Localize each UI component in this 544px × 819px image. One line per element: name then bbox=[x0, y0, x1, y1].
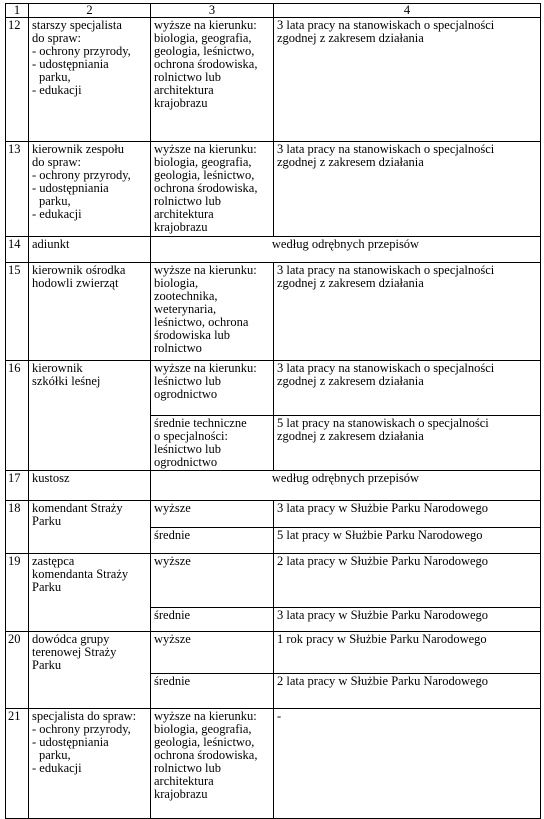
text-line: 3 lata pracy na stanowiskach o specjalności bbox=[277, 142, 495, 156]
document-page bbox=[5, 3, 541, 819]
text-line: zgodnej z zakresem działania bbox=[277, 374, 424, 388]
text-line: - udostępniania bbox=[32, 181, 109, 195]
text-line: parku, bbox=[39, 194, 71, 208]
text-line: wyższe bbox=[154, 632, 191, 646]
text-line: leśnictwo, ochrona bbox=[154, 315, 249, 329]
experience-cell bbox=[274, 528, 541, 554]
experience-cell bbox=[274, 674, 541, 709]
text-line: do spraw: bbox=[32, 155, 81, 169]
text-line: do spraw: bbox=[32, 31, 81, 45]
row-number: 19 bbox=[6, 554, 29, 632]
text-line: 5 lat pracy na stanowiskach o specjalności bbox=[277, 416, 489, 430]
position-cell bbox=[29, 501, 151, 554]
text-line: zgodnej z zakresem działania bbox=[277, 276, 424, 290]
text-line: 3 lata pracy w Służbie Parku Narodowego bbox=[277, 501, 489, 515]
text-line: starszy specjalista bbox=[32, 18, 122, 32]
text-line: średnie techniczne bbox=[154, 416, 247, 430]
text-line: ogrodnictwo bbox=[154, 455, 218, 469]
row-number: 13 bbox=[6, 142, 29, 237]
text-line: ochrona środowiska, bbox=[154, 748, 258, 762]
row-number: 16 bbox=[6, 361, 29, 471]
position-cell bbox=[29, 237, 151, 263]
text-line: - ochrony przyrody, bbox=[32, 168, 131, 182]
text-line: zgodnej z zakresem działania bbox=[277, 429, 424, 443]
text-line: - udostępniania bbox=[32, 57, 109, 71]
text-line: ogrodnictwo bbox=[154, 387, 218, 401]
experience-cell bbox=[274, 18, 541, 142]
text-line: leśnictwo lub bbox=[154, 442, 222, 456]
merged-requirements-cell: według odrębnych przepisów bbox=[151, 237, 541, 263]
table-row bbox=[6, 709, 541, 819]
table-row bbox=[6, 142, 541, 237]
header-cell-2: 2 bbox=[29, 4, 151, 18]
text-line: biologia, geografia, bbox=[154, 155, 252, 169]
experience-cell bbox=[274, 142, 541, 237]
text-line: rolnictwo lub bbox=[154, 761, 222, 775]
row-number: 17 bbox=[6, 471, 29, 501]
table-row bbox=[6, 471, 541, 501]
table-body bbox=[6, 4, 541, 819]
text-line: kierownik ośrodka bbox=[32, 263, 126, 277]
text-line: krajobrazu bbox=[154, 96, 208, 110]
text-line: komendanta Straży bbox=[32, 567, 129, 581]
text-line: - edukacji bbox=[32, 207, 82, 221]
text-line: ochrona środowiska, bbox=[154, 181, 258, 195]
merged-requirements-cell: według odrębnych przepisów bbox=[151, 471, 541, 501]
text-line: architektura bbox=[154, 207, 214, 221]
experience-cell bbox=[274, 608, 541, 632]
text-line: wyższe bbox=[154, 501, 191, 515]
text-line: adiunkt bbox=[32, 237, 70, 251]
text-line: o specjalności: bbox=[154, 429, 228, 443]
education-cell bbox=[151, 554, 274, 608]
header-cell-3: 3 bbox=[151, 4, 274, 18]
qualification-table bbox=[5, 3, 541, 819]
education-cell bbox=[151, 18, 274, 142]
text-line: wyższe na kierunku: bbox=[154, 142, 257, 156]
experience-cell bbox=[274, 554, 541, 608]
text-line: średnie bbox=[154, 528, 191, 542]
education-cell bbox=[151, 416, 274, 471]
experience-cell bbox=[274, 416, 541, 471]
experience-cell bbox=[274, 361, 541, 416]
text-line: wyższe na kierunku: bbox=[154, 709, 257, 723]
text-line: 2 lata pracy w Służbie Parku Narodowego bbox=[277, 674, 489, 688]
position-cell bbox=[29, 361, 151, 471]
row-number: 15 bbox=[6, 263, 29, 361]
text-line: wyższe na kierunku: bbox=[154, 361, 257, 375]
text-line: rolnictwo lub bbox=[154, 194, 222, 208]
position-cell bbox=[29, 263, 151, 361]
header-cell-1: 1 bbox=[6, 4, 29, 18]
text-line: rolnictwo lub bbox=[154, 70, 222, 84]
table-row bbox=[6, 361, 541, 416]
education-cell bbox=[151, 709, 274, 819]
text-line: średnie bbox=[154, 674, 191, 688]
text-line: kierownik zespołu bbox=[32, 142, 124, 156]
position-cell bbox=[29, 632, 151, 709]
text-line: zgodnej z zakresem działania bbox=[277, 31, 424, 45]
text-line: średnie bbox=[154, 608, 191, 622]
table-row bbox=[6, 501, 541, 528]
position-cell bbox=[29, 142, 151, 237]
text-line: - edukacji bbox=[32, 761, 82, 775]
education-cell bbox=[151, 608, 274, 632]
text-line: geologia, leśnictwo, bbox=[154, 44, 255, 58]
table-row bbox=[6, 18, 541, 142]
text-line: - edukacji bbox=[32, 83, 82, 97]
education-cell bbox=[151, 632, 274, 674]
education-cell bbox=[151, 263, 274, 361]
table-row bbox=[6, 632, 541, 674]
position-cell bbox=[29, 471, 151, 501]
text-line: architektura bbox=[154, 774, 214, 788]
education-cell bbox=[151, 528, 274, 554]
text-line: 5 lat pracy w Służbie Parku Narodowego bbox=[277, 528, 483, 542]
text-line: wyższe na kierunku: bbox=[154, 263, 257, 277]
text-line: dowódca grupy bbox=[32, 632, 110, 646]
text-line: krajobrazu bbox=[154, 787, 208, 801]
text-line: zastępca bbox=[32, 554, 75, 568]
row-number: 21 bbox=[6, 709, 29, 819]
position-cell bbox=[29, 554, 151, 632]
text-line: zgodnej z zakresem działania bbox=[277, 155, 424, 169]
text-line: Parku bbox=[32, 658, 62, 672]
text-line: biologia, geografia, bbox=[154, 31, 252, 45]
row-number: 14 bbox=[6, 237, 29, 263]
text-line: 3 lata pracy na stanowiskach o specjalności bbox=[277, 263, 495, 277]
experience-cell bbox=[274, 263, 541, 361]
text-line: rolnictwo bbox=[154, 341, 202, 355]
header-row bbox=[6, 4, 541, 18]
text-line: geologia, leśnictwo, bbox=[154, 735, 255, 749]
education-cell bbox=[151, 501, 274, 528]
text-line: Parku bbox=[32, 580, 62, 594]
text-line: hodowli zwierząt bbox=[32, 276, 119, 290]
text-line: środowiska lub bbox=[154, 328, 231, 342]
text-line: wyższe na kierunku: bbox=[154, 18, 257, 32]
experience-cell bbox=[274, 632, 541, 674]
experience-cell bbox=[274, 709, 541, 819]
text-line: krajobrazu bbox=[154, 220, 208, 234]
table-row bbox=[6, 237, 541, 263]
education-cell bbox=[151, 674, 274, 709]
text-line: 2 lata pracy w Służbie Parku Narodowego bbox=[277, 554, 489, 568]
text-line: leśnictwo lub bbox=[154, 374, 222, 388]
row-number: 18 bbox=[6, 501, 29, 554]
text-line: zootechnika, bbox=[154, 289, 218, 303]
text-line: - bbox=[277, 709, 282, 723]
education-cell bbox=[151, 142, 274, 237]
text-line: biologia, geografia, bbox=[154, 722, 252, 736]
text-line: - ochrony przyrody, bbox=[32, 722, 131, 736]
text-line: - ochrony przyrody, bbox=[32, 44, 131, 58]
position-cell bbox=[29, 709, 151, 819]
position-cell bbox=[29, 18, 151, 142]
row-number: 20 bbox=[6, 632, 29, 709]
text-line: 3 lata pracy w Służbie Parku Narodowego bbox=[277, 608, 489, 622]
text-line: 3 lata pracy na stanowiskach o specjalności bbox=[277, 361, 495, 375]
text-line: szkółki leśnej bbox=[32, 374, 101, 388]
text-line: kustosz bbox=[32, 471, 70, 485]
text-line: ochrona środowiska, bbox=[154, 57, 258, 71]
text-line: wyższe bbox=[154, 554, 191, 568]
row-number: 12 bbox=[6, 18, 29, 142]
text-line: parku, bbox=[39, 748, 71, 762]
text-line: biologia, bbox=[154, 276, 199, 290]
text-line: komendant Straży bbox=[32, 501, 123, 515]
text-line: terenowej Straży bbox=[32, 645, 117, 659]
text-line: kierownik bbox=[32, 361, 83, 375]
text-line: 1 rok pracy w Służbie Parku Narodowego bbox=[277, 632, 487, 646]
text-line: parku, bbox=[39, 70, 71, 84]
table-row bbox=[6, 554, 541, 608]
text-line: architektura bbox=[154, 83, 214, 97]
text-line: 3 lata pracy na stanowiskach o specjalności bbox=[277, 18, 495, 32]
education-cell bbox=[151, 361, 274, 416]
header-cell-4: 4 bbox=[274, 4, 541, 18]
table-row bbox=[6, 263, 541, 361]
text-line: weterynaria, bbox=[154, 302, 217, 316]
text-line: Parku bbox=[32, 514, 62, 528]
text-line: specjalista do spraw: bbox=[32, 709, 137, 723]
text-line: geologia, leśnictwo, bbox=[154, 168, 255, 182]
text-line: - udostępniania bbox=[32, 735, 109, 749]
experience-cell bbox=[274, 501, 541, 528]
